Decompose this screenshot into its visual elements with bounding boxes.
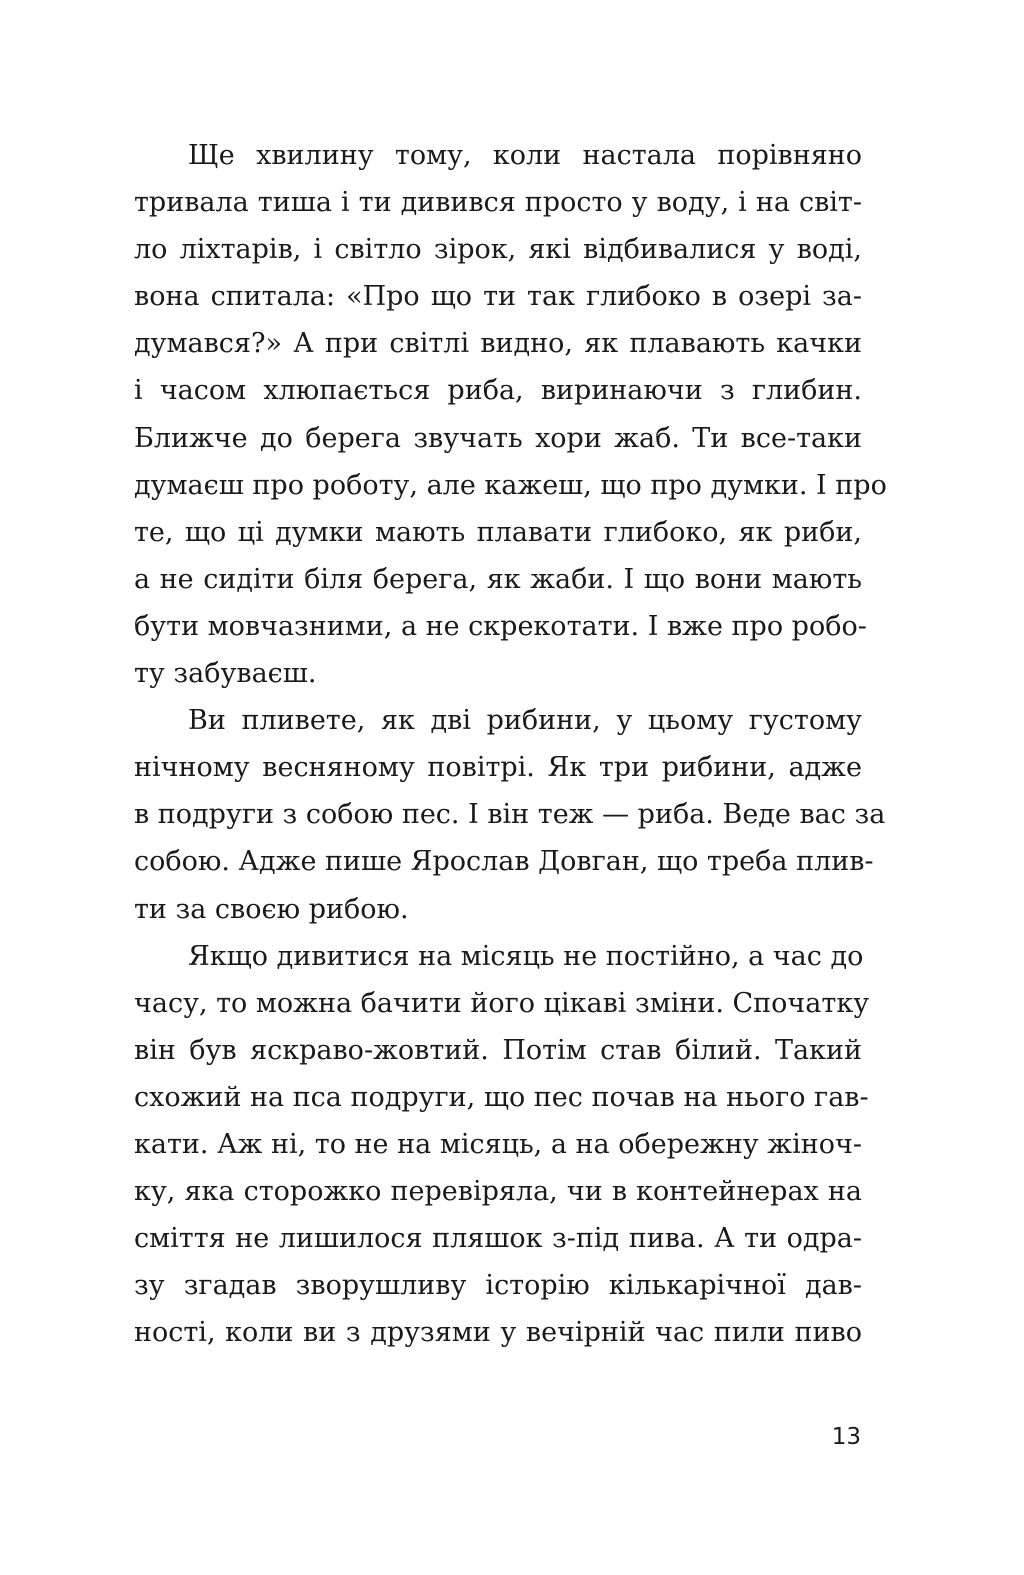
paragraph-3 xyxy=(134,933,870,1357)
paragraph-2 xyxy=(134,697,886,932)
text-line: він був яскраво-жовтий. Потім став білий. Такий xyxy=(134,1034,862,1066)
text-line: думався?» А при світлі видно, як плавають качки xyxy=(134,328,862,360)
text-line: і часом хлюпається риба, виринаючи з глибин. xyxy=(134,375,862,407)
text-line: а не сидіти біля берега, як жаби. І що вони мають xyxy=(134,563,862,595)
text-line: собою. Адже пише Ярослав Довган, що треба плив- xyxy=(134,846,874,878)
text-line: сміття не лишилося пляшок з-під пива. А ти одра- xyxy=(134,1223,862,1255)
text-line: ло ліхтарів, і світло зірок, які відбивалися у воді, xyxy=(134,234,862,266)
text-line: ту забуваєш. xyxy=(134,658,317,690)
paragraph-1 xyxy=(134,132,887,697)
text-line: Ви пливете, як дві рибини, у цьому густому xyxy=(188,705,862,737)
text-line: ти за своєю рибою. xyxy=(134,893,409,925)
text-line: Якщо дивитися на місяць не постійно, а час до xyxy=(188,940,864,972)
text-line: в подруги з собою пес. І він теж — риба. Веде вас за xyxy=(134,799,886,831)
text-line: ку, яка сторожко перевіряла, чи в контейнерах на xyxy=(134,1176,862,1208)
text-line: бути мовчазними, а не скрекотати. І вже про робо- xyxy=(134,610,867,642)
text-line: Ближче до берега звучать хори жаб. Ти все-таки xyxy=(134,422,862,454)
text-line: Ще хвилину тому, коли настала порівняно xyxy=(188,140,862,171)
text-line: тривала тиша і ти дивився просто у воду, і на світ- xyxy=(134,187,862,219)
text-line: нічному весняному повітрі. Як три рибини, адже xyxy=(134,752,862,784)
text-line: вона спитала: «Про що ти так глибоко в озері за- xyxy=(134,281,862,313)
text-line: ності, коли ви з друзями у вечірній час пили пиво xyxy=(134,1317,862,1349)
text-line: кати. Аж ні, то не на місяць, а на обережну жіноч- xyxy=(134,1128,862,1160)
body-text xyxy=(134,132,887,1356)
text-line: схожий на пса подруги, що пес почав на нього гав- xyxy=(134,1081,869,1113)
page-number: 13 xyxy=(831,1424,861,1450)
text-line: часу, то можна бачити його цікаві зміни. Спочатку xyxy=(134,987,870,1019)
text-line: те, що ці думки мають плавати глибоко, як риби, xyxy=(134,516,862,548)
text-line: думаєш про роботу, але кажеш, що про думки. І про xyxy=(134,469,887,501)
text-line: зу згадав зворушливу історію кількарічної дав- xyxy=(134,1270,862,1302)
